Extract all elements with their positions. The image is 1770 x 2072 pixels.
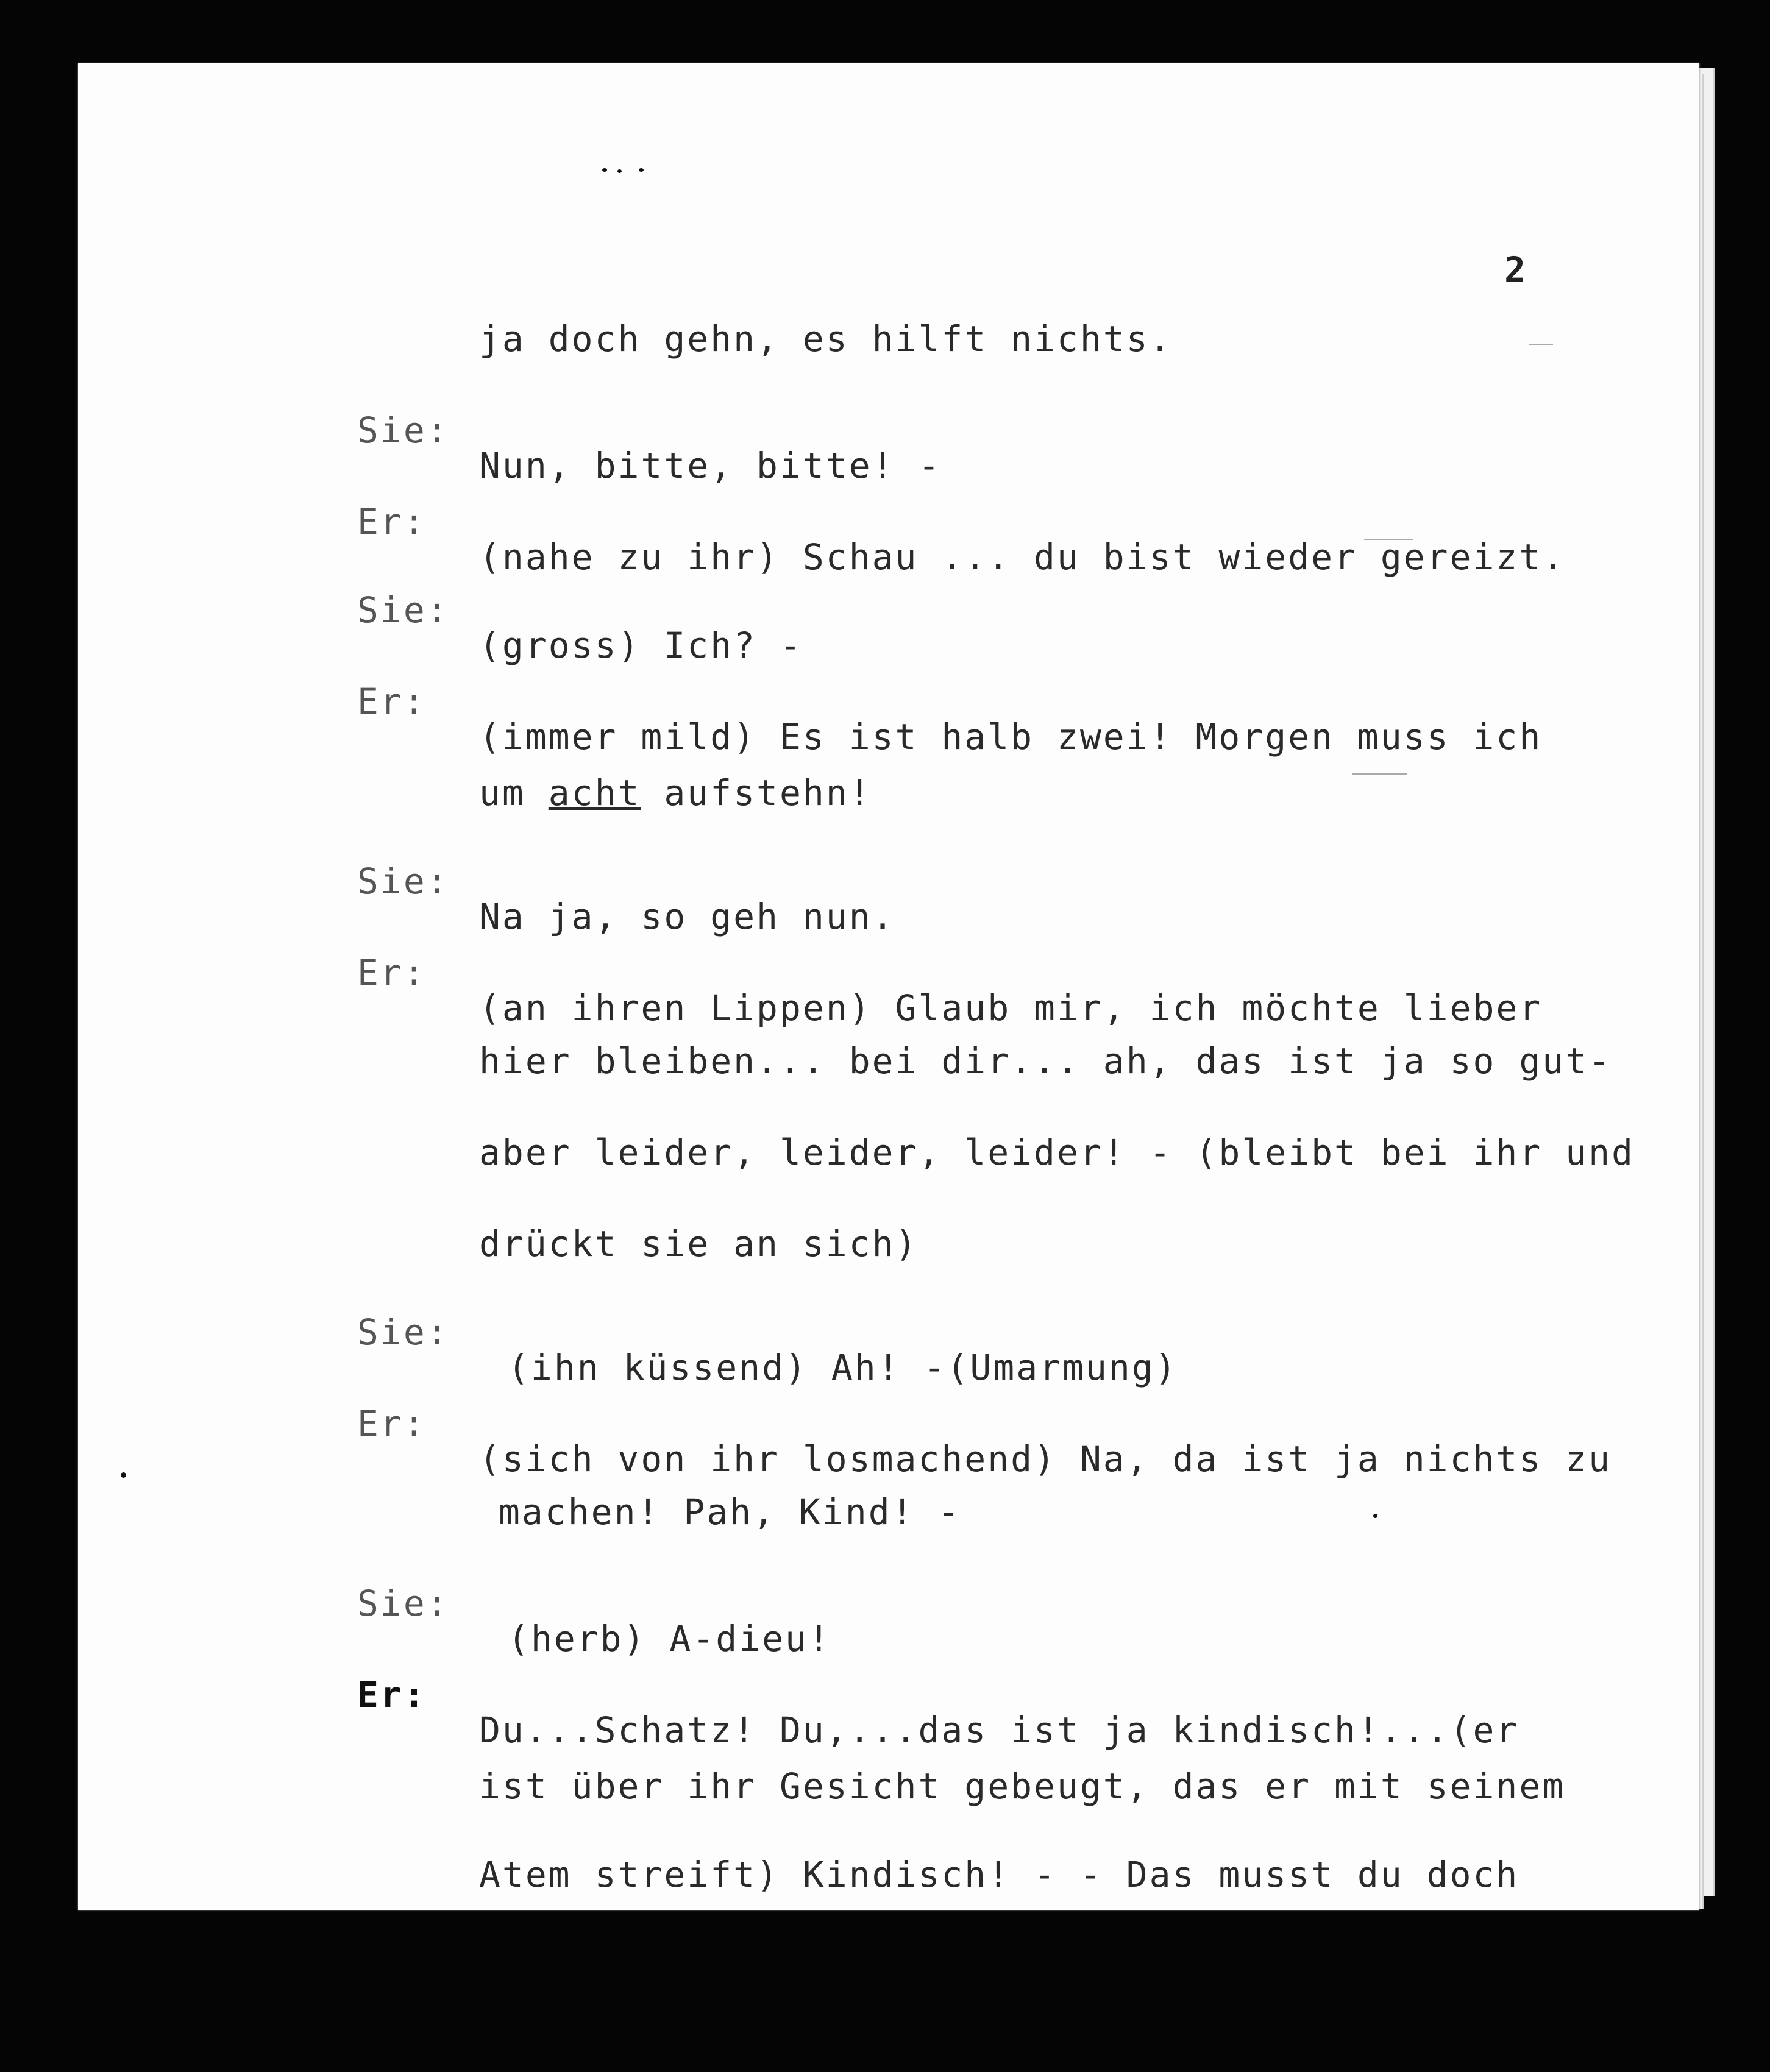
- paper-mark: [1529, 344, 1553, 345]
- script-line: [78, 1099, 1635, 1205]
- line-text: ist über ihr Gesicht gebeugt, das er mit seinem: [479, 1765, 1566, 1807]
- line-text: [479, 772, 872, 814]
- line-text: Nun, bitte, bitte! -: [479, 445, 942, 486]
- line-text: aber leider, leider, leider! - (bleibt bei ihr und: [479, 1132, 1635, 1173]
- script-line: [78, 286, 1173, 392]
- script-line: [78, 1822, 1519, 1928]
- line-text: (gross) Ich? -: [479, 625, 803, 666]
- page-number: 2: [1504, 249, 1526, 291]
- line-text: (ihn küssend) Ah! -(Umarmung): [508, 1347, 1178, 1388]
- line-text: Na ja, so geh nun.: [479, 896, 895, 937]
- ink-speck: [602, 168, 607, 172]
- speaker-label: Sie:: [357, 860, 450, 902]
- script-line: [78, 1459, 961, 1565]
- speaker-label: Sie:: [357, 410, 450, 451]
- line-text: drückt sie an sich): [479, 1223, 919, 1265]
- line-text: (sich von ihr losmachend) Na, da ist ja nichts zu: [479, 1438, 1612, 1480]
- speaker-label: Er:: [357, 1674, 427, 1715]
- speaker-label: Sie:: [357, 1311, 450, 1353]
- speaker-label: Er:: [357, 501, 427, 542]
- speaker-label: Er:: [357, 952, 427, 993]
- line-text: Atem streift) Kindisch! - - Das musst du doch: [479, 1854, 1519, 1895]
- line-text: (nahe zu ihr) Schau ... du bist wieder gereizt.: [479, 536, 1566, 578]
- line-text-part: um: [479, 772, 549, 814]
- line-text: (an ihren Lippen) Glaub mir, ich möchte lieber: [479, 987, 1543, 1029]
- line-text-part: aufstehn!: [641, 772, 872, 814]
- underlined-word: acht: [548, 772, 641, 814]
- line-text: hier bleiben... bei dir... ah, das ist ja so gut-: [479, 1040, 1612, 1082]
- ink-speck: [639, 168, 644, 172]
- speaker-label: Sie:: [357, 1583, 450, 1624]
- typewritten-page: [78, 63, 1699, 1910]
- speaker-label: Er:: [357, 681, 427, 722]
- line-text: (immer mild) Es ist halb zwei! Morgen muss ich: [479, 716, 1543, 757]
- line-text: Du...Schatz! Du,...das ist ja kindisch!...(er: [479, 1709, 1519, 1751]
- speaker-label: Er:: [357, 1403, 427, 1444]
- line-text: (herb) A-dieu!: [508, 1618, 831, 1659]
- ink-speck: [1373, 1514, 1377, 1518]
- paper-mark: [1352, 773, 1407, 775]
- speaker-label: Sie:: [357, 589, 450, 631]
- line-text: ja doch gehn, es hilft nichts.: [479, 318, 1173, 360]
- ink-speck: [617, 169, 622, 173]
- line-text: machen! Pah, Kind! -: [499, 1491, 961, 1533]
